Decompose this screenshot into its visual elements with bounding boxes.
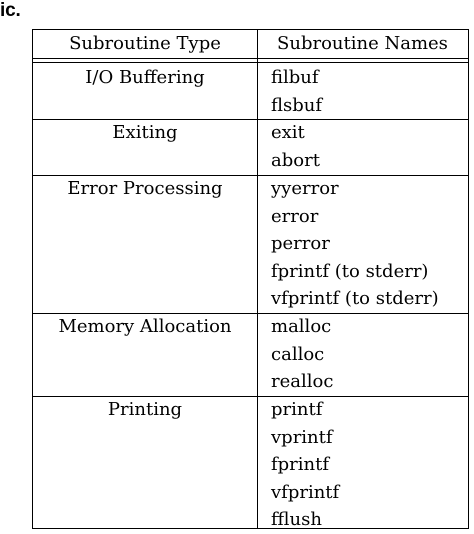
header-subroutine-names: Subroutine Names bbox=[277, 33, 448, 54]
subroutine-name: abort bbox=[271, 149, 320, 171]
subroutine-type-cell: Error Processing bbox=[67, 178, 223, 199]
subroutine-name: malloc bbox=[271, 316, 332, 337]
subroutine-name: perror bbox=[271, 233, 330, 254]
subroutine-names-cell bbox=[271, 175, 439, 313]
subroutine-name: vprintf bbox=[271, 426, 333, 448]
subroutine-name: exit bbox=[271, 122, 305, 143]
column-divider bbox=[257, 30, 258, 528]
subroutine-name: realloc bbox=[271, 371, 334, 392]
subroutine-type-cell: Exiting bbox=[112, 122, 178, 143]
subroutine-type-cell: I/O Buffering bbox=[85, 67, 205, 88]
subroutine-name: vfprintf (to stderr) bbox=[271, 288, 439, 309]
subroutine-name: calloc bbox=[271, 343, 325, 365]
subroutine-names-cell bbox=[271, 313, 333, 396]
subroutine-type-cell: Memory Allocation bbox=[58, 316, 232, 337]
subroutine-name: printf bbox=[271, 399, 323, 420]
subroutine-name: fflush bbox=[271, 509, 322, 530]
header-rule-1 bbox=[33, 58, 468, 59]
subroutine-name: error bbox=[271, 205, 319, 227]
subroutine-name: fprintf (to stderr) bbox=[271, 260, 429, 282]
subroutine-name: yyerror bbox=[271, 178, 339, 199]
caption-fragment: ic. bbox=[0, 0, 21, 21]
subroutine-name: vfprintf bbox=[271, 481, 340, 503]
subroutine-name: filbuf bbox=[271, 67, 319, 88]
subroutine-names-cell bbox=[271, 119, 320, 174]
header-subroutine-type: Subroutine Type bbox=[69, 33, 221, 54]
header-rule-2 bbox=[33, 62, 468, 63]
subroutine-type-cell: Printing bbox=[107, 399, 183, 420]
table-header-row bbox=[33, 30, 468, 58]
subroutine-table bbox=[32, 29, 469, 529]
subroutine-names-cell bbox=[271, 64, 322, 119]
subroutine-names-cell bbox=[271, 396, 339, 534]
subroutine-name: flsbuf bbox=[271, 94, 323, 116]
subroutine-name: fprintf bbox=[271, 454, 330, 475]
